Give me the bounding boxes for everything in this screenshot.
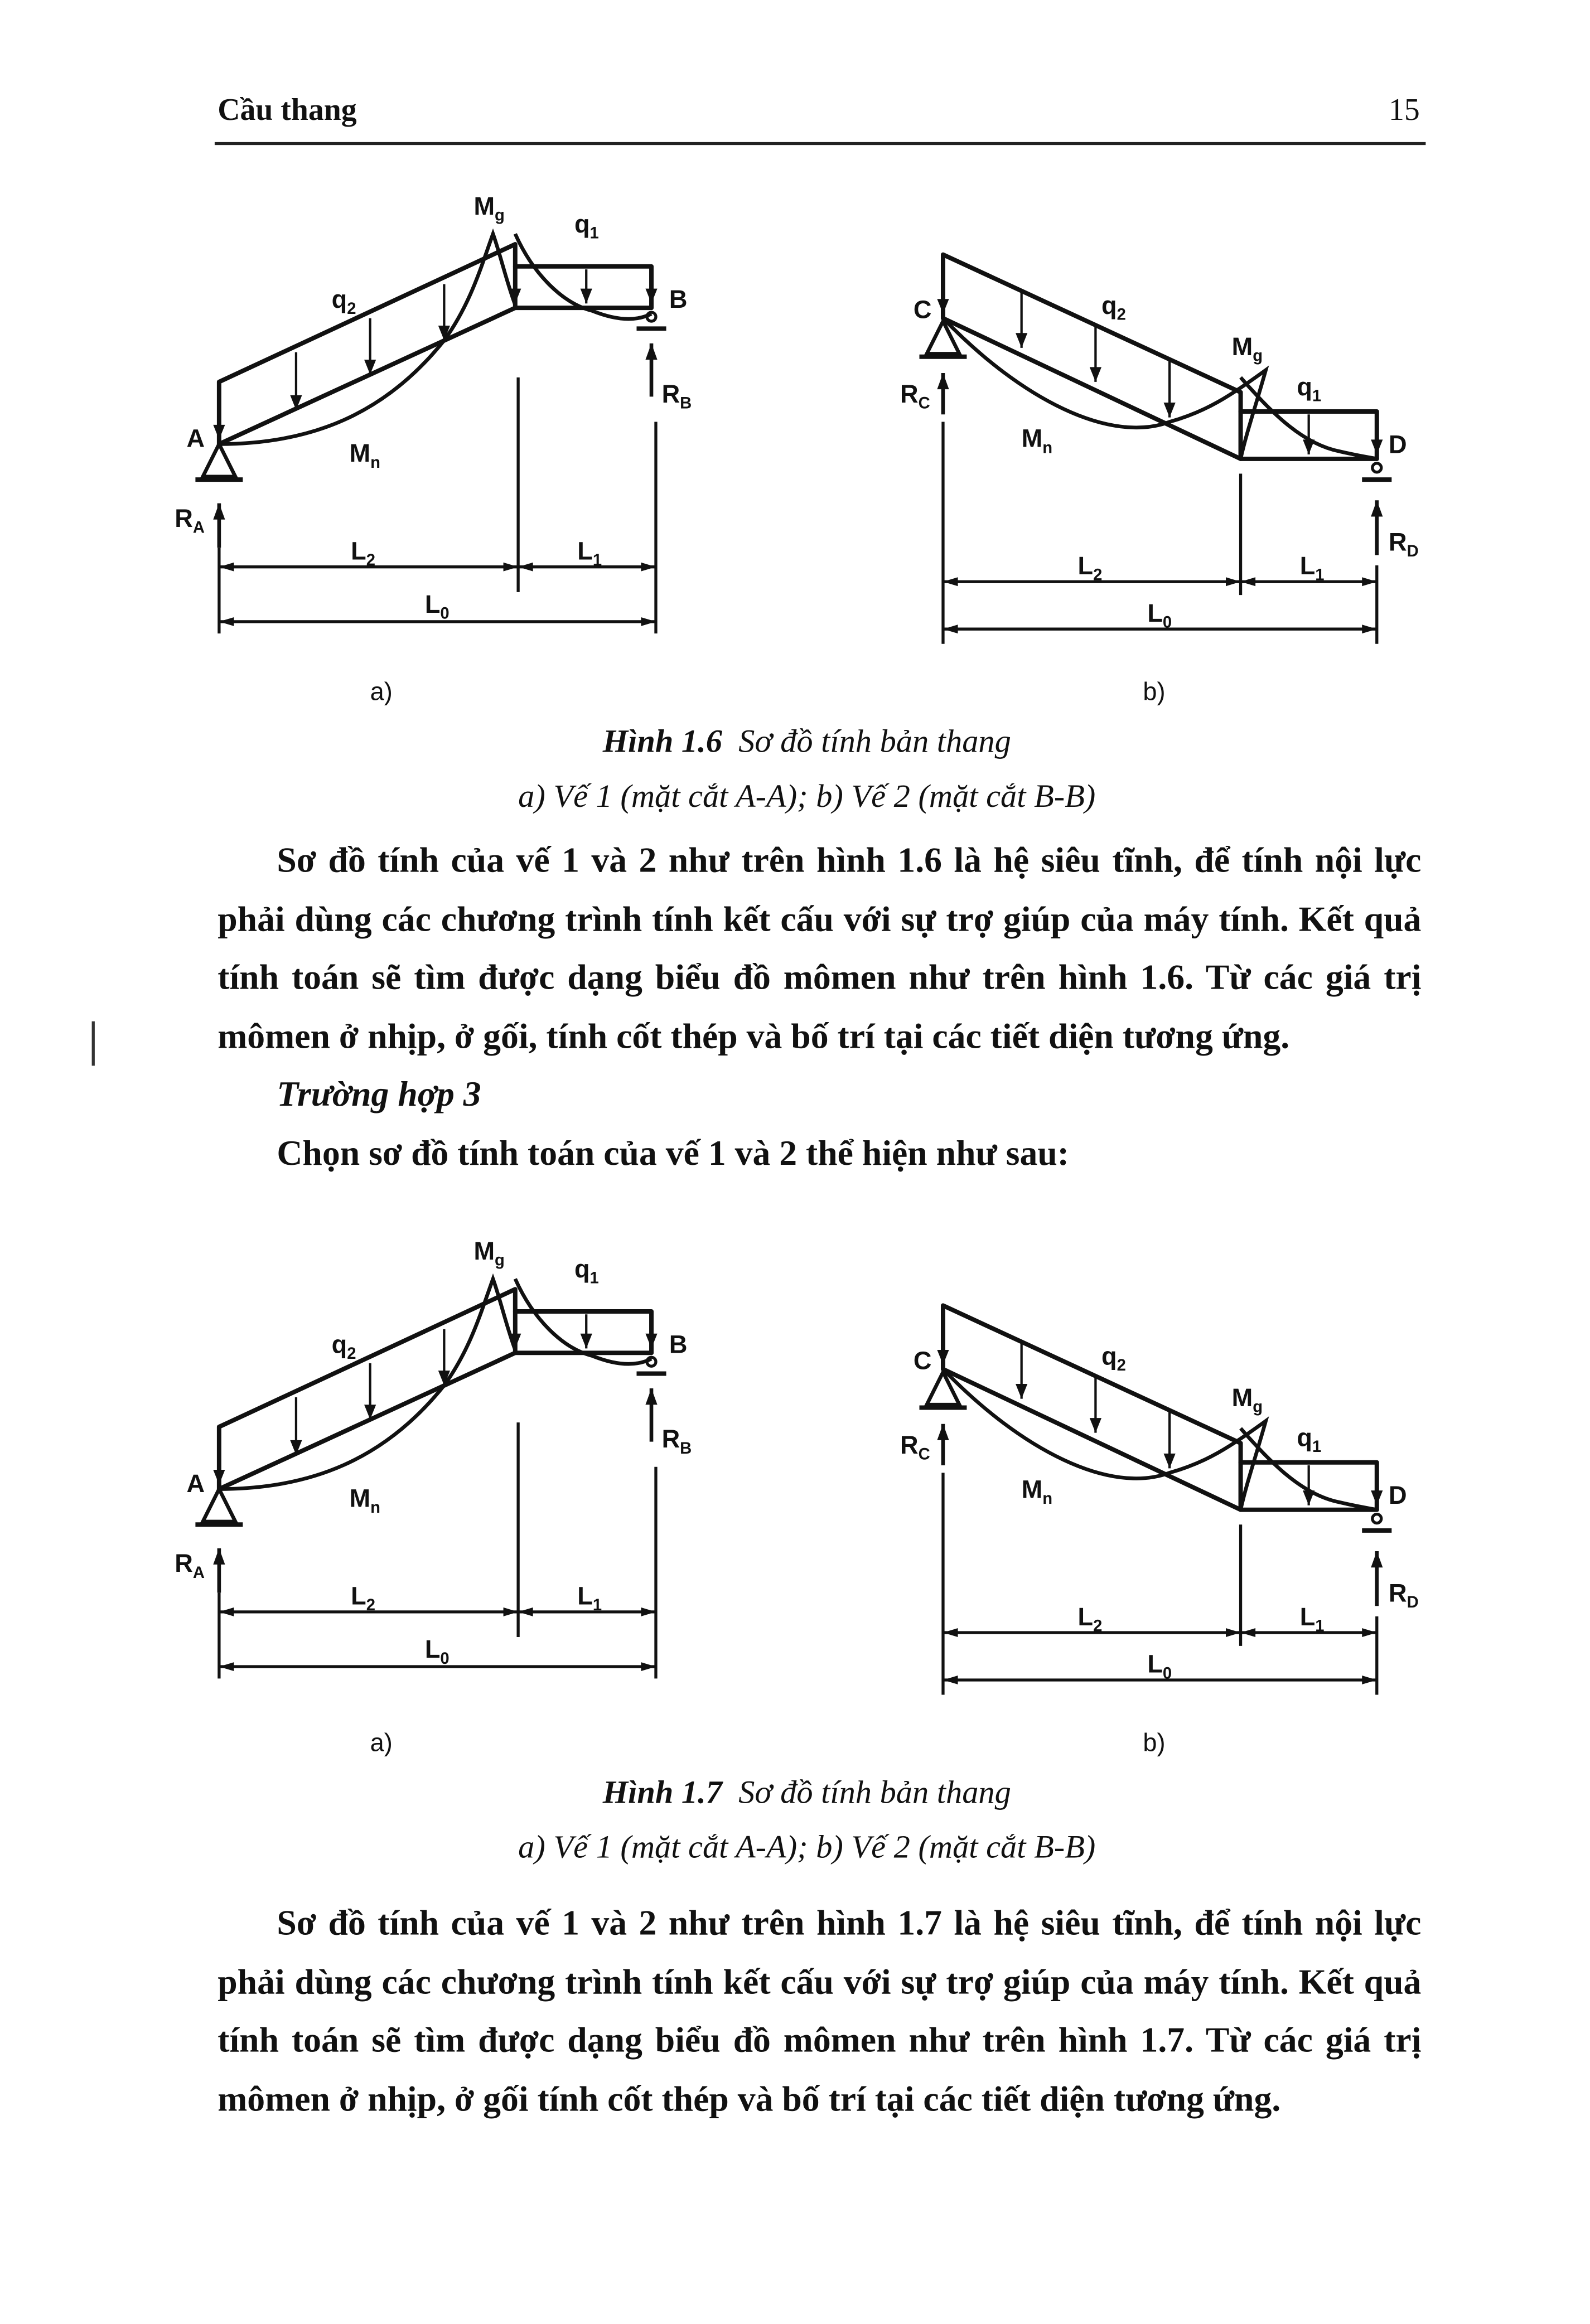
load-diagram-q2 (219, 244, 515, 444)
label-C: C (913, 295, 932, 324)
pin-support-icon (927, 321, 959, 354)
roller-support-icon (1372, 1514, 1381, 1523)
caption-label: Hình 1.6 (602, 722, 722, 759)
label-q2: $q_2$ (1101, 290, 1126, 324)
label-A: A (186, 1469, 205, 1498)
paragraph-3: Sơ đồ tính của vế 1 và 2 như trên hình 1.7 là hệ siêu tĩnh, để tính nội lực phải dùng các chương trình tính kết cấu với sự trợ giúp của máy tính. Kết quả tính toán sẽ tìm được dạng biểu đồ mômen như trên hình 1.7. Từ các giá trị mômen ở nhịp, ở gối tính cốt thép và bố trí tại các tiết diện tương ứng. (218, 1905, 1422, 2119)
label-L1: $L_1$ (1299, 1602, 1325, 1635)
label-A: A (186, 424, 205, 453)
pin-support-icon (203, 444, 235, 476)
label-L0: $L_0$ (424, 1635, 450, 1668)
arrowhead-icon (1016, 333, 1027, 348)
text-block-2 (218, 1896, 1421, 2130)
fig-1-7-panel-b-label: b) (1143, 1729, 1166, 1757)
arrowhead-icon (1371, 1490, 1383, 1505)
fig-1-6-subcaption: a) Vế 1 (mặt cắt A-A); b) Vế 2 (mặt cắt B-B) (518, 777, 1096, 815)
label-q1: $q_1$ (1297, 1423, 1322, 1456)
scan-mark (92, 1021, 95, 1066)
load-diagram-q1 (515, 267, 651, 308)
label-Mn: $M_n$ (349, 439, 380, 472)
arrowhead-icon (1371, 500, 1383, 516)
label-L2: $L_2$ (1077, 551, 1103, 584)
label-RA: $R_A$ (175, 1549, 205, 1582)
figure-1-6a (175, 192, 692, 633)
load-diagram-q2 (943, 1305, 1241, 1509)
label-q2: $q_2$ (331, 1330, 356, 1363)
load-diagram-q1 (515, 1311, 651, 1353)
paragraph-2: Chọn sơ đồ tính toán của vế 1 và 2 thể hiện như sau: (277, 1134, 1069, 1173)
label-Mn: $M_n$ (1021, 1475, 1053, 1508)
figure-1-7b (900, 1305, 1419, 1694)
arrowhead-icon (1371, 439, 1383, 454)
arrowhead-icon (1164, 403, 1176, 418)
label-RD: $R_D$ (1389, 527, 1419, 561)
caption-title: Sơ đồ tính bản thang (738, 1773, 1011, 1810)
paragraph-1: Sơ đồ tính của vế 1 và 2 như trên hình 1.6 là hệ siêu tĩnh, để tính nội lực phải dùng các chương trình tính kết cấu với sự trợ giúp của máy tính. Kết quả tính toán sẽ tìm được dạng biểu đồ mômen như trên hình 1.6. Từ các giá trị mômen ở nhịp, ở gối, tính cốt thép và bố trí tại các tiết diện tương ứng. (218, 842, 1422, 1057)
figure-1-6b (900, 255, 1419, 644)
subheading (218, 1067, 1421, 1126)
label-RB: $R_B$ (661, 1425, 692, 1458)
arrowhead-icon (937, 1424, 949, 1440)
label-D: D (1389, 430, 1407, 459)
fig-1-7-caption (215, 1773, 1399, 1812)
fig-1-6-panel-b-label: b) (1143, 677, 1166, 706)
figure-1-7a (175, 1237, 692, 1678)
subheading-text: Trường hợp 3 (277, 1076, 481, 1115)
label-B: B (669, 1330, 688, 1359)
arrowhead-icon (645, 343, 657, 360)
arrowhead-icon (1016, 1384, 1027, 1399)
arrowhead-icon (1164, 1454, 1176, 1469)
label-RD: $R_D$ (1389, 1579, 1419, 1611)
pin-support-icon (927, 1372, 959, 1405)
running-header-title: Cầu thang (218, 91, 357, 128)
label-Mg: $M_g$ (1231, 1383, 1263, 1416)
fig-1-6-caption (215, 722, 1399, 761)
text-block-1 (218, 834, 1421, 1184)
beam-axis (219, 1353, 651, 1489)
arrowhead-icon (1371, 1551, 1383, 1567)
pin-support-icon (203, 1489, 235, 1522)
arrowhead-icon (213, 425, 225, 440)
label-L0: $L_0$ (424, 590, 450, 623)
label-B: B (669, 285, 688, 314)
label-L1: $L_1$ (1299, 551, 1325, 584)
label-L0: $L_0$ (1147, 1649, 1172, 1683)
label-Mg: $M_g$ (473, 1237, 505, 1270)
label-Mg: $M_g$ (473, 191, 505, 225)
roller-support-icon (1372, 463, 1381, 472)
arrowhead-icon (645, 1388, 657, 1405)
caption-label: Hình 1.7 (602, 1773, 722, 1810)
roller-support-icon (647, 312, 656, 321)
roller-support-icon (647, 1357, 656, 1366)
arrowhead-icon (581, 289, 592, 304)
arrowhead-icon (213, 503, 225, 520)
load-diagram-q2 (943, 255, 1241, 459)
label-RB: $R_B$ (661, 380, 692, 413)
arrowhead-icon (213, 1470, 225, 1485)
arrowhead-icon (645, 1334, 657, 1349)
caption-title: Sơ đồ tính bản thang (738, 722, 1011, 759)
label-Mg: $M_g$ (1231, 332, 1263, 365)
arrowhead-icon (937, 299, 949, 314)
label-L0: $L_0$ (1147, 598, 1172, 632)
label-Mn: $M_n$ (349, 1484, 380, 1517)
label-D: D (1389, 1481, 1407, 1510)
load-diagram-q2 (219, 1289, 515, 1489)
fig-1-6-panel-a-label: a) (370, 677, 393, 706)
label-Mn: $M_n$ (1021, 424, 1053, 457)
label-L1: $L_1$ (577, 536, 602, 570)
arrowhead-icon (581, 1334, 592, 1349)
label-RC: $R_C$ (900, 380, 930, 413)
beam-axis (219, 308, 651, 444)
label-q1: $q_1$ (1297, 372, 1322, 405)
label-RC: $R_C$ (900, 1430, 930, 1464)
arrowhead-icon (1090, 367, 1101, 382)
label-q1: $q_1$ (574, 1254, 599, 1287)
label-L1: $L_1$ (577, 1581, 602, 1615)
fig-1-7-subcaption: a) Vế 1 (mặt cắt A-A); b) Vế 2 (mặt cắt B-B) (518, 1828, 1096, 1865)
label-q2: $q_2$ (1101, 1342, 1126, 1375)
label-C: C (913, 1346, 932, 1375)
arrowhead-icon (937, 1350, 949, 1365)
label-L2: $L_2$ (1077, 1602, 1103, 1635)
arrowhead-icon (213, 1548, 225, 1565)
arrowhead-icon (1090, 1418, 1101, 1433)
page-number: 15 (1389, 91, 1420, 128)
label-q2: $q_2$ (331, 285, 356, 318)
label-L2: $L_2$ (351, 1581, 375, 1615)
arrowhead-icon (645, 289, 657, 304)
label-RA: $R_A$ (175, 504, 205, 537)
arrowhead-icon (937, 373, 949, 389)
label-q1: $q_1$ (574, 209, 599, 243)
fig-1-7-panel-a-label: a) (370, 1729, 393, 1757)
label-L2: $L_2$ (351, 536, 375, 570)
